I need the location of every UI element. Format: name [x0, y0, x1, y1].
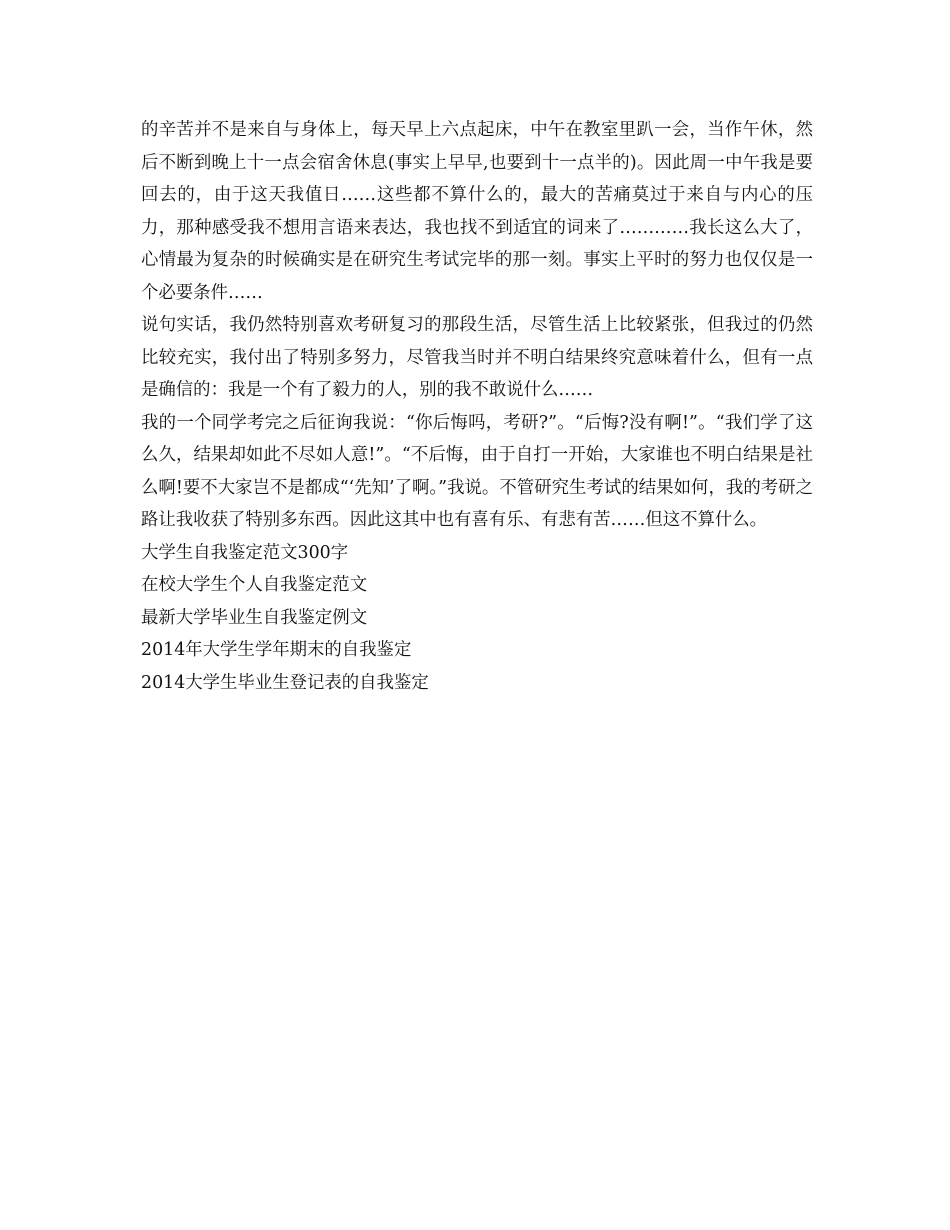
related-article-link[interactable]: 在校大学生个人自我鉴定范文: [141, 575, 368, 595]
related-article-link[interactable]: 大学生自我鉴定范文300字: [141, 542, 349, 563]
related-articles-list: [141, 537, 813, 700]
body-paragraph: 的辛苦并不是来自与身体上，每天早上六点起床，中午在教室里趴一会，当作午休，然后不断到晚上十一点会宿舍休息(事实上早早,也要到十一点半的)。因此周一中午我是要回去的，由于这天我值日……这些都不算什么的，最大的苦痛莫过于来自与内心的压力，那种感受我不想用言语来表达，我也找不到适宜的词来了…………我长这么大了，心情最为复杂的时候确实是在研究生考试完毕的那一刻。事实上平时的努力也仅仅是一个必要条件……: [141, 120, 813, 303]
body-paragraph: 说句实话，我仍然特别喜欢考研复习的那段生活，尽管生活上比较紧张，但我过的仍然比较充实，我付出了特别多努力，尽管我当时并不明白结果终究意味着什么，但有一点是确信的：我是一个有了毅力的人，别的我不敢说什么……: [141, 315, 813, 400]
body-paragraph: 我的一个同学考完之后征询我说：“你后悔吗，考研?”。“后悔?没有啊!”。“我们学了这么久，结果却如此不尽如人意!”。“不后悔，由于自打一开始，大家谁也不明白结果是社么啊!要不大家岂不是都成“‘先知’了啊。”我说。不管研究生考试的结果如何，我的考研之路让我收获了特别多东西。因此这其中也有喜有乐、有悲有苦……但这不算什么。: [141, 412, 813, 530]
related-article-link[interactable]: 最新大学毕业生自我鉴定例文: [141, 607, 368, 628]
related-article-link[interactable]: 2014年大学生学年期末的自我鉴定: [141, 640, 412, 660]
related-article-link[interactable]: 2014大学生毕业生登记表的自我鉴定: [141, 672, 429, 693]
document-page: [141, 114, 813, 699]
